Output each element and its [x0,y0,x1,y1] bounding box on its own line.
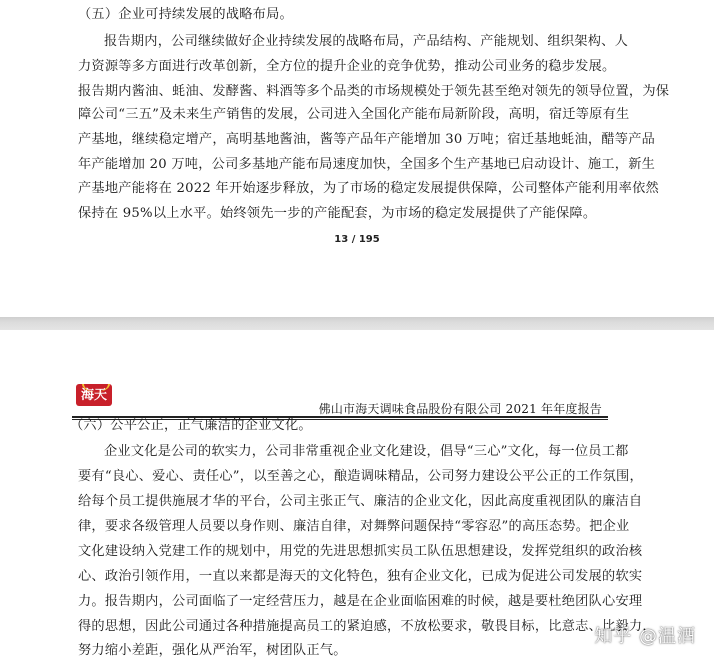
document-page-13 [0,0,714,317]
paragraph-line: 年产能增加 20 万吨，公司多基地产能布局速度加快，全国多个生产基地已启动设计、施工，新生 [78,157,656,172]
paragraph-line: 障公司“三五”及未来生产销售的发展，公司进入全国化产能布局新阶段，高明，宿迁等原有生 [78,107,630,122]
paragraph-line: 努力缩小差距，强化从严治军，树团队正气。 [78,643,347,658]
paragraph-line: 文化建设纳入党建工作的规划中，用党的先进思想抓实员工队伍思想建设，发挥党组织的政治核 [78,544,643,559]
paragraph-line: 产基地，继续稳定增产，高明基地酱油，酱等产品年产能增加 30 万吨；宿迁基地蚝油，醋等产品 [78,132,656,147]
document-page-14 [0,330,714,666]
paragraph-line: 力资源等多方面进行改革创新，全方位的提升企业的竞争优势，推动公司业务的稳步发展。 [78,59,616,74]
paragraph-line: 力。报告期内，公司面临了一定经营压力，越是在企业面临困难的时候，越是要杜绝团队心安理 [78,594,643,609]
page-number: 13 / 195 [334,234,380,245]
paragraph-line: 律，要求各级管理人员要以身作则、廉洁自律，对舞弊问题保持“零容忍”的高压态势。把企业 [78,519,630,534]
section-heading: （六）公平公正，正气廉洁的企业文化。 [70,418,312,433]
paragraph-line: 要有“良心、爱心、责任心”，以至善之心，酿造调味精品，公司努力建设公平公正的工作氛围， [78,469,643,484]
paragraph-line: 报告期内，公司继续做好企业持续发展的战略布局，产品结构、产能规划、组织架构、人 [104,34,629,49]
page-separator [0,317,714,330]
zhihu-watermark: 知乎 @温酒 [594,626,696,647]
haitian-logo [76,384,112,406]
paragraph-line: 产基地产能将在 2022 年开始逐步释放，为了市场的稳定发展提供保障，公司整体产能利用率依然 [78,181,659,196]
paragraph-line: 企业文化是公司的软实力，公司非常重视企业文化建设，倡导“三心”文化，每一位员工都 [104,444,629,459]
paragraph-line: 心、政治引领作用，一直以来都是海天的文化特色，独有企业文化，已成为促进公司发展的软实 [78,569,643,584]
section-heading: （五）企业可持续发展的战略布局。 [78,7,293,22]
page-header: 佛山市海天调味食品股份有限公司 2021 年年度报告 [318,402,602,416]
logo-text: 海天 [80,388,107,403]
paragraph-line: 给每个员工提供施展才华的平台，公司主张正气、廉洁的企业文化，因此高度重视团队的廉洁自 [78,494,643,509]
paragraph-line: 报告期内酱油、蚝油、发酵酱、料酒等多个品类的市场规模处于领先甚至绝对领先的领导位置，为保 [78,84,670,99]
paragraph-line: 保持在 95%以上水平。始终领先一步的产能配套，为市场的稳定发展提供了产能保障。 [78,206,597,221]
paragraph-line: 得的思想，因此公司通过各种措施提高员工的紧迫感，不放松要求，敬畏目标，比意志、比毅力， [78,619,656,634]
